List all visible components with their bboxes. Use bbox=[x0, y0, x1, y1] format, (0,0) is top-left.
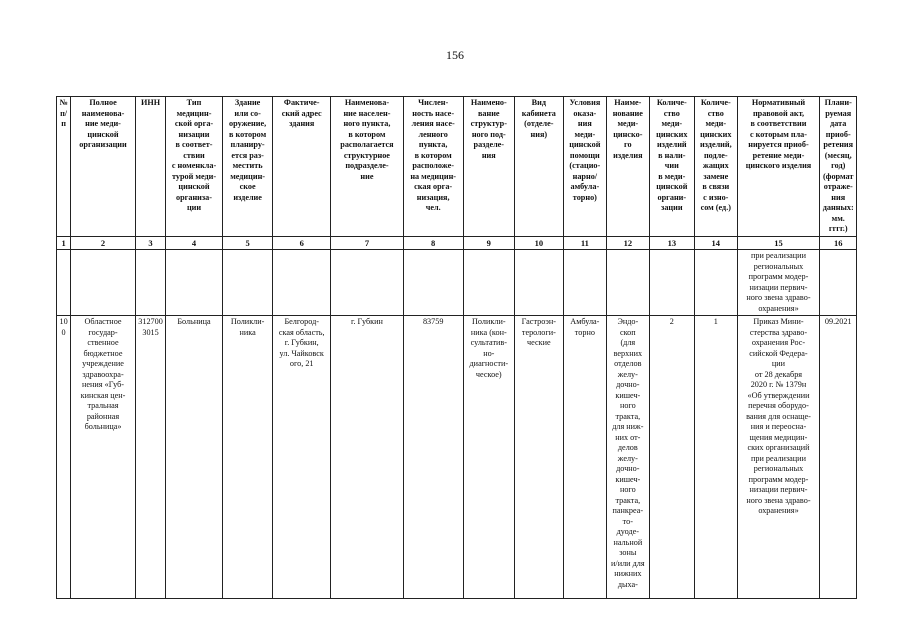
column-number: 16 bbox=[820, 237, 857, 250]
device-cell: Эндо- скоп (для верхних отделов желу- дочно- кишеч- ного тракта, для ниж- них от- делов желу- дочно- кишеч- ного тракта, панкреа- то- дуоде- нальной зоны и/или для нижних дыха- bbox=[607, 316, 649, 599]
column-number: 14 bbox=[695, 237, 737, 250]
empty-cell bbox=[463, 250, 515, 316]
column-number: 8 bbox=[403, 237, 463, 250]
empty-cell bbox=[649, 250, 695, 316]
empty-cell bbox=[222, 250, 273, 316]
column-number-row bbox=[57, 237, 857, 250]
column-number: 9 bbox=[463, 237, 515, 250]
empty-cell bbox=[135, 250, 165, 316]
empty-cell bbox=[71, 250, 136, 316]
subdivision-cell: Поликли- ника (кон- сультатив- но- диагности- ческое) bbox=[463, 316, 515, 599]
legal-act-cell: Приказ Мини- стерства здраво- охранения Рос- сийской Федера- ции от 28 декабря 2020 г. № 1379н «Об утверждении перечня оборудо- вания для оснаще- ния и переосна- щения медицин- ских организаций при реализации региональных программ модер- низации первич- ного звена здраво- охранения» bbox=[737, 316, 820, 599]
column-number: 10 bbox=[515, 237, 564, 250]
column-number: 12 bbox=[607, 237, 649, 250]
header-cell-conditions: Условия оказа- ния меди- цинской помощи (стацио- нарно/ амбула- торно) bbox=[563, 97, 606, 237]
header-cell-org-type: Тип медицин- ской орга- низации в соответ- ствии с номенкла- турой меди- цинской организа- ции bbox=[166, 97, 223, 237]
column-number: 13 bbox=[649, 237, 695, 250]
header-cell-device: Наиме- нование меди- цинско- го изделия bbox=[607, 97, 649, 237]
empty-cell bbox=[57, 250, 71, 316]
qty-available-cell: 2 bbox=[649, 316, 695, 599]
header-cell-qty-available: Количе- ство меди- цинских изделий в нали- чии в меди- цинской органи- зации bbox=[649, 97, 695, 237]
header-cell-date: Плани- руемая дата приоб- ретения (месяц, год) (формат отраже- ния данных: мм. гггг.) bbox=[820, 97, 857, 237]
empty-cell bbox=[515, 250, 564, 316]
page-number: 156 bbox=[446, 48, 464, 62]
header-cell-org-name: Полное наименова- ние меди- цинской организации bbox=[71, 97, 136, 237]
header-cell-address: Фактиче- ский адрес здания bbox=[273, 97, 331, 237]
header-row bbox=[57, 97, 857, 237]
org-name-cell: Областное государ- ственное бюджетное учреждение здравоохра- нения «Губ- кинская цен- тральная районная больница» bbox=[71, 316, 136, 599]
empty-cell bbox=[331, 250, 404, 316]
qty-replace-cell: 1 bbox=[695, 316, 737, 599]
column-number: 15 bbox=[737, 237, 820, 250]
column-number: 2 bbox=[71, 237, 136, 250]
address-cell: Белгород- ская область, г. Губкин, ул. Чайковск ого, 21 bbox=[273, 316, 331, 599]
column-number: 5 bbox=[222, 237, 273, 250]
org-type-cell: Больница bbox=[166, 316, 223, 599]
header-cell-num: № п/п bbox=[57, 97, 71, 237]
header-cell-settlement: Наименова- ние населен- ного пункта, в котором располагается структурное подразделе- ние bbox=[331, 97, 404, 237]
continuation-row bbox=[57, 250, 857, 316]
column-number: 11 bbox=[563, 237, 606, 250]
legal-act-continuation: при реализации региональных программ модер- низации первич- ного звена здраво- охранения» bbox=[737, 250, 820, 316]
empty-cell bbox=[166, 250, 223, 316]
equipment-table bbox=[56, 96, 857, 599]
building-cell: Поликли- ника bbox=[222, 316, 273, 599]
column-number: 1 bbox=[57, 237, 71, 250]
header-cell-inn: ИНН bbox=[135, 97, 165, 237]
row-number: 100 bbox=[57, 316, 71, 599]
empty-cell bbox=[695, 250, 737, 316]
header-cell-subdivision: Наимено- вание структур- ного под- разделе- ния bbox=[463, 97, 515, 237]
column-number: 6 bbox=[273, 237, 331, 250]
empty-cell bbox=[403, 250, 463, 316]
conditions-cell: Амбула- торно bbox=[563, 316, 606, 599]
empty-cell bbox=[563, 250, 606, 316]
inn-cell: 312700 3015 bbox=[135, 316, 165, 599]
header-cell-building: Здание или со- оружение, в котором планиру- ется раз- местить медицин- ское изделие bbox=[222, 97, 273, 237]
empty-cell bbox=[273, 250, 331, 316]
cabinet-cell: Гастроэн- терологи- ческие bbox=[515, 316, 564, 599]
header-cell-population: Числен- ность насе- ления насе- ленного пункта, в котором расположе- на медицин- ская орга- низация, чел. bbox=[403, 97, 463, 237]
header-cell-legal-act: Нормативный правовой акт, в соответствии с которым пла- нируется приоб- ретение меди- цинского изделия bbox=[737, 97, 820, 237]
settlement-cell: г. Губкин bbox=[331, 316, 404, 599]
date-cell: 09.2021 bbox=[820, 316, 857, 599]
empty-cell bbox=[820, 250, 857, 316]
column-number: 7 bbox=[331, 237, 404, 250]
column-number: 4 bbox=[166, 237, 223, 250]
empty-cell bbox=[607, 250, 649, 316]
population-cell: 83759 bbox=[403, 316, 463, 599]
header-cell-qty-replace: Количе- ство меди- цинских изделий, подле- жащих замене в связи с изно- сом (ед.) bbox=[695, 97, 737, 237]
table-row bbox=[57, 316, 857, 599]
header-cell-cabinet: Вид кабинета (отделе- ния) bbox=[515, 97, 564, 237]
column-number: 3 bbox=[135, 237, 165, 250]
